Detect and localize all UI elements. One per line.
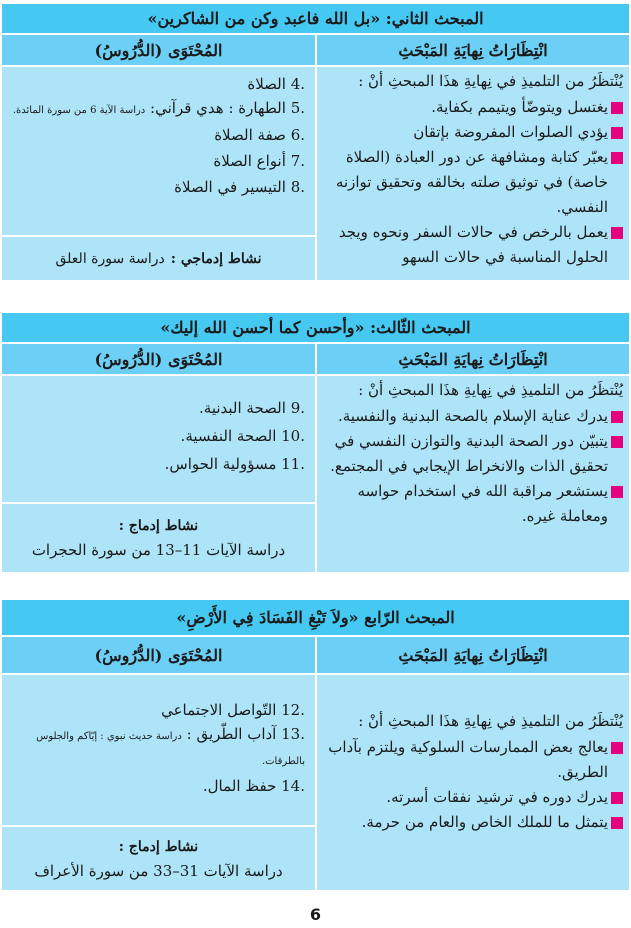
body-row: [2, 675, 629, 890]
lesson-item: 10. الصحة النفسية.: [180, 427, 305, 445]
lessons-list: [2, 376, 315, 504]
bullet-square-icon: [611, 152, 623, 164]
integration-activity: [2, 504, 315, 572]
bullet-square-icon: [611, 486, 623, 498]
section-title: المبحث الثاني: «بل الله فاعبد وكن من الشاكرين»: [2, 4, 629, 35]
bullet-square-icon: [611, 742, 623, 754]
header-expectations: انْتِظَارَاتُ نِهايَةِ المَبْحَثِ: [315, 637, 629, 675]
bullet-square-icon: [611, 127, 623, 139]
expectation-item: يتمثل ما للملك الخاص والعام من حرمة.: [321, 810, 623, 835]
activity-label: نشاط إدماج :: [118, 518, 199, 534]
lesson-item: 14. حفظ المال.: [202, 777, 305, 795]
activity-text: دراسة الآيات 11–13 من سورة الحجرات: [31, 541, 286, 559]
content-cell: [2, 376, 315, 572]
lesson-item: 4. الصلاة: [247, 75, 305, 93]
lesson-item: 9. الصحة البدنية.: [199, 399, 305, 417]
lesson-item: 11. مسؤولية الحواس.: [164, 455, 305, 473]
expectation-item: يستشعر مراقبة الله في استخدام حواسه ومعاملة غيره.: [321, 479, 623, 529]
expectations-intro: يُنْتظَرُ من التلميذِ في نِهايةِ هذَا المبحثِ أنْ :: [358, 712, 623, 730]
expectation-item: يعالج بعض الممارسات السلوكية ويلتزم بآداب الطريق.: [321, 735, 623, 785]
bullet-square-icon: [611, 227, 623, 239]
header-row: [2, 35, 629, 67]
expectation-item: يدرك عناية الإسلام بالصحة البدنية والنفسية.: [321, 404, 623, 429]
page-number: 6: [309, 905, 322, 924]
activity-label: نشاط إدماج :: [118, 838, 199, 855]
expectations-intro: يُنْتظَرُ من التلميذِ في نِهايةِ هذَا المبحثِ أنْ :: [358, 381, 623, 399]
bullet-square-icon: [611, 102, 623, 114]
expectation-item: يعبّر كتابة ومشافهة عن دور العبادة (الصلاة خاصة) في توثيق صلته بخالقه وتحقيق توازنه النفسي.: [321, 145, 623, 220]
integration-activity: [2, 827, 315, 890]
lessons-list: [2, 675, 315, 827]
bullet-square-icon: [611, 436, 623, 448]
header-content: المُحْتَوَى (الدُّرُوسُ): [2, 637, 315, 675]
header-expectations: انْتِظَارَاتُ نِهايَةِ المَبْحَثِ: [315, 35, 629, 67]
expectation-item: يعمل بالرخص في حالات السفر ونحوه ويجد الحلول المناسبة في حالات السهو: [321, 220, 623, 270]
section-2: [2, 4, 629, 280]
header-row: [2, 637, 629, 675]
bullet-square-icon: [611, 817, 623, 829]
content-cell: [2, 67, 315, 280]
section-4: [2, 600, 629, 890]
header-expectations: انْتِظَارَاتُ نِهايَةِ المَبْحَثِ: [315, 344, 629, 376]
activity-label: نشاط إدماجي :: [170, 250, 262, 267]
lesson-item: 5. الطهارة : هدي قرآني: دراسة الآية 6 من سورة المائدة.: [12, 99, 305, 117]
header-content: المُحْتَوَى (الدُّرُوسُ): [2, 344, 315, 376]
lesson-item: 12. التّواصل الاجتماعي: [161, 701, 305, 719]
lessons-list: [2, 67, 315, 237]
expectations-cell: [315, 675, 629, 890]
body-row: [2, 67, 629, 280]
lesson-item: 8. التيسير في الصلاة: [174, 178, 305, 196]
expectations-intro: يُنْتظَرُ من التلميذِ في نِهايةِ هذَا المبحثِ أنْ :: [358, 72, 623, 90]
content-cell: [2, 675, 315, 890]
header-row: [2, 344, 629, 376]
bullet-square-icon: [611, 792, 623, 804]
expectation-item: يؤدي الصلوات المفروضة بإتقان: [321, 120, 623, 145]
header-content: المُحْتَوَى (الدُّرُوسُ): [2, 35, 315, 67]
expectations-cell: [315, 67, 629, 280]
bullet-square-icon: [611, 411, 623, 423]
expectations-cell: [315, 376, 629, 572]
activity-text: دراسة سورة العلق: [55, 250, 165, 267]
expectation-item: يتبيّن دور الصحة البدنية والتوازن النفسي في تحقيق الذات والانخراط الإيجابي في المجتمع.: [321, 429, 623, 479]
lesson-item: 7. أنواع الصلاة: [213, 152, 305, 170]
section-3: [2, 313, 629, 572]
activity-text: دراسة الآيات 31–33 من سورة الأعراف: [34, 861, 283, 880]
section-title: المبحث الثّالث: «وأحسن كما أحسن الله إليك»: [2, 313, 629, 344]
expectation-item: يغتسل ويتوضّأ ويتيمم بكفاية.: [321, 95, 623, 120]
section-title: المبحث الرّابع «ولاَ تَبْغِ الفَسَادَ فِي الأَرْضِ»: [2, 600, 629, 637]
expectation-item: يدرك دوره في ترشيد نفقات أسرته.: [321, 785, 623, 810]
lesson-item: 13. آداب الطّريق : دراسة حديث نبوي : إيّاكم والجلوس بالطرقات.: [36, 725, 305, 767]
lesson-item: 6. صفة الصلاة: [214, 126, 305, 144]
integration-activity: [2, 237, 315, 280]
body-row: [2, 376, 629, 572]
